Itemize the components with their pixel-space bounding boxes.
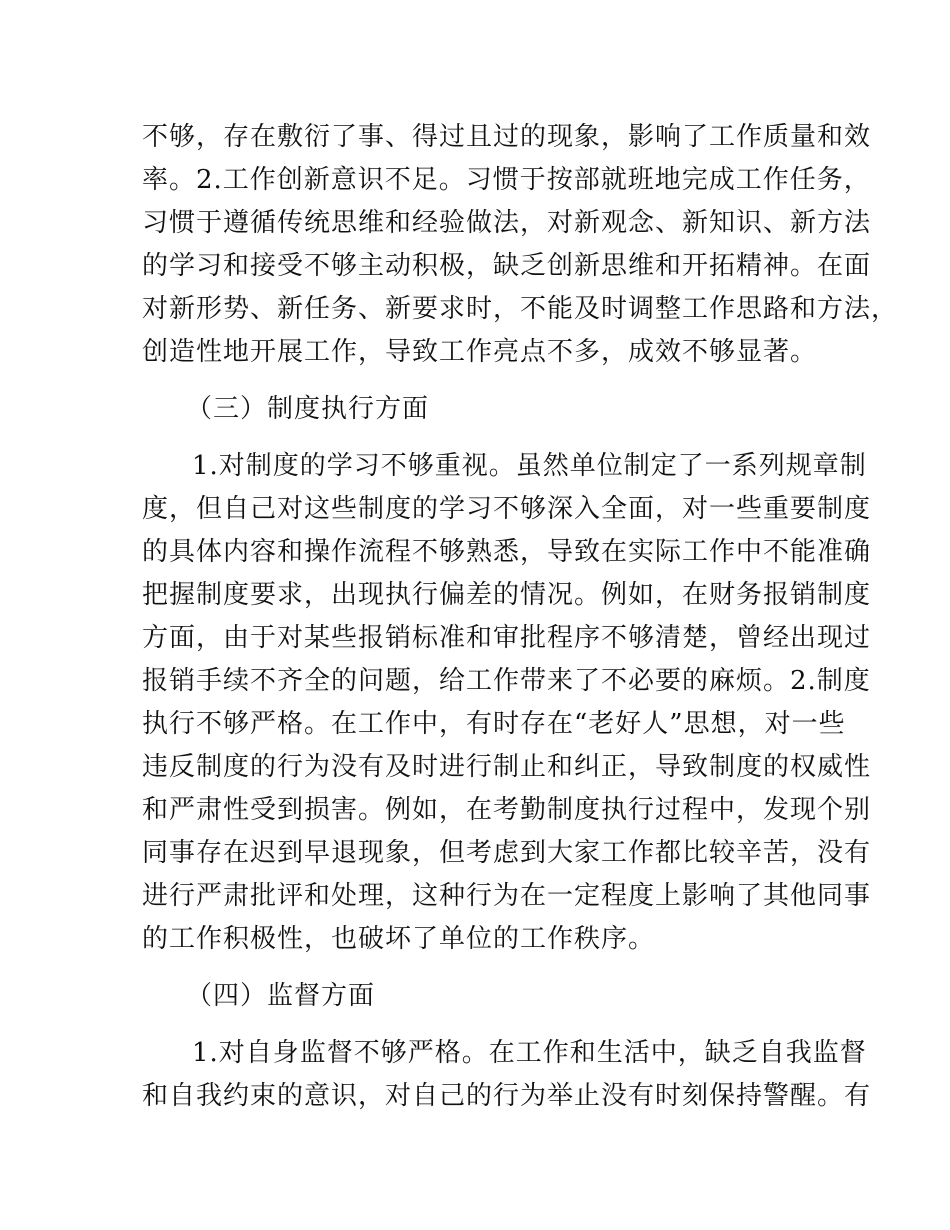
paragraph-continued: [142, 116, 899, 374]
paragraph-line: 进行严肃批评和处理，这种行为在一定程度上影响了其他同事: [142, 881, 872, 911]
paragraph-section-4: [142, 1032, 872, 1118]
document-body: [142, 116, 899, 1118]
paragraph-section-3: [142, 445, 872, 961]
paragraph-line: 对新形势、新任务、新要求时，不能及时调整工作思路和方法，: [142, 294, 899, 324]
paragraph-line: 的学习和接受不够主动积极，缺乏创新思维和开拓精神。在面: [142, 251, 872, 281]
paragraph-line: 把握制度要求，出现执行偏差的情况。例如，在财务报销制度: [142, 580, 872, 610]
paragraph-line: 方面，由于对某些报销标准和审批程序不够清楚，曾经出现过: [142, 623, 872, 653]
paragraph-line: 创造性地开展工作，导致工作亮点不多，成效不够显著。: [142, 337, 818, 367]
section-heading-4: （四）监督方面: [186, 981, 376, 1011]
paragraph-line: 1.对制度的学习不够重视。虽然单位制定了一系列规章制: [192, 451, 867, 481]
paragraph-line: 度，但自己对这些制度的学习不够深入全面，对一些重要制度: [142, 494, 872, 524]
paragraph-line: 1.对自身监督不够严格。在工作和生活中，缺乏自我监督: [192, 1038, 867, 1068]
paragraph-line: 的具体内容和操作流程不够熟悉，导致在实际工作中不能准确: [142, 537, 872, 567]
paragraph-line: 的工作积极性，也破坏了单位的工作秩序。: [142, 924, 656, 954]
paragraph-line: 习惯于遵循传统思维和经验做法，对新观念、新知识、新方法: [142, 208, 872, 238]
paragraph-line: 违反制度的行为没有及时进行制止和纠正，导致制度的权威性: [142, 752, 872, 782]
paragraph-line: 率。2.工作创新意识不足。习惯于按部就班地完成工作任务，: [142, 165, 871, 195]
section-heading-3: （三）制度执行方面: [186, 394, 430, 424]
paragraph-line: 报销手续不齐全的问题，给工作带来了不必要的麻烦。2.制度: [142, 666, 871, 696]
paragraph-line: 和严肃性受到损害。例如，在考勤制度执行过程中，发现个别: [142, 795, 872, 825]
paragraph-line: 同事存在迟到早退现象，但考虑到大家工作都比较辛苦，没有: [142, 838, 872, 868]
paragraph-line: 执行不够严格。在工作中，有时存在“老好人”思想，对一些: [142, 709, 846, 739]
paragraph-line: 和自我约束的意识，对自己的行为举止没有时刻保持警醒。有: [142, 1081, 872, 1111]
paragraph-line: 不够，存在敷衍了事、得过且过的现象，影响了工作质量和效: [142, 122, 872, 152]
